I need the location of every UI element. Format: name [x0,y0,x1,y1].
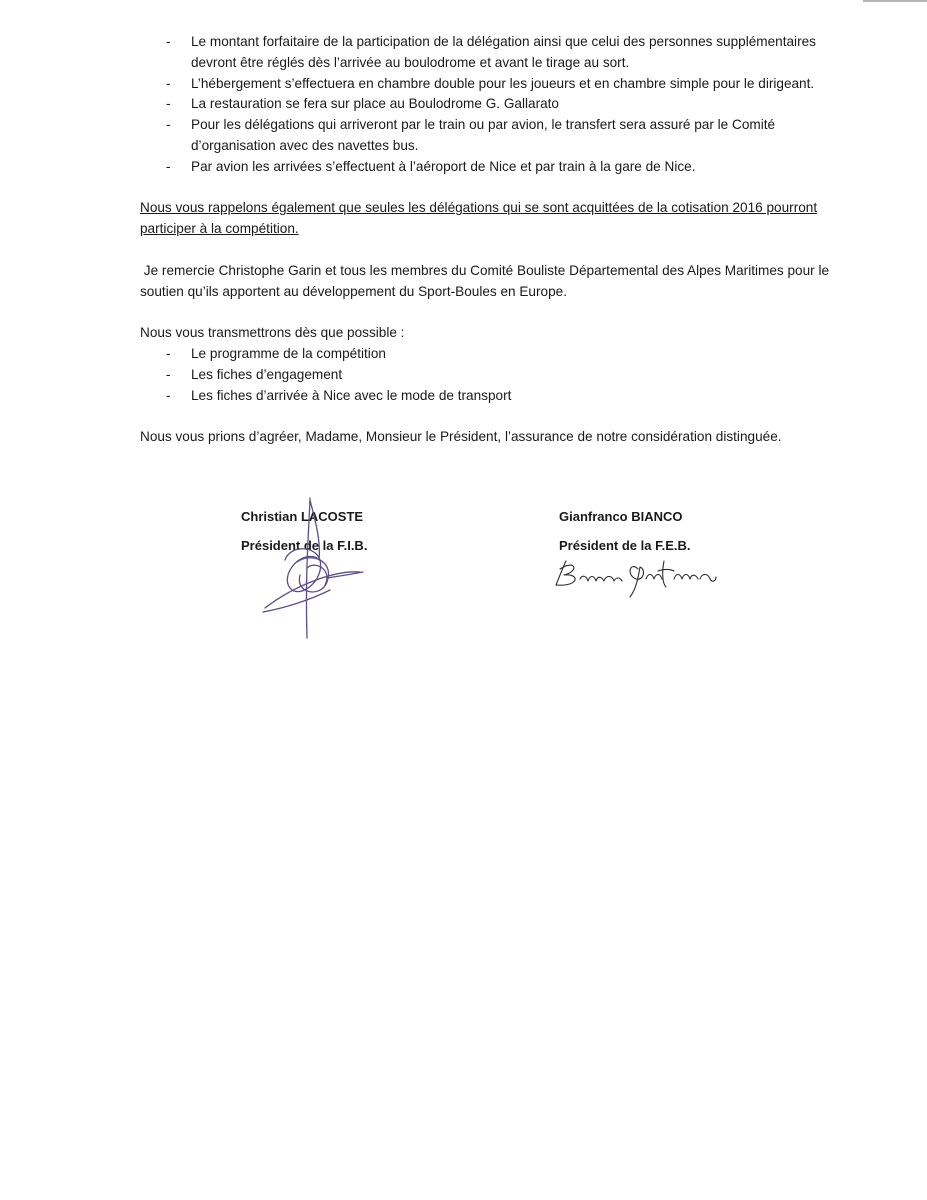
letter-body [140,32,833,448]
bullet-dash: - [166,366,171,382]
bullet-dash: - [166,158,171,174]
list-item: - Le programme de la compétition [140,344,830,365]
signatory-name: Gianfranco BIANCO [559,509,683,524]
signature-lacoste-icon [255,490,370,645]
conditions-list [140,32,830,178]
list-item: - Les fiches d’engagement [140,365,830,386]
bullet-dash: - [166,34,171,49]
transmit-list [140,344,830,406]
bullet-dash: - [166,345,171,361]
bullet-dash: - [166,387,171,403]
transmit-intro: Nous vous transmettrons dès que possible : [140,325,405,341]
signatory-title: Président de la F.E.B. [559,538,691,553]
list-item: - Par avion les arrivées s’effectuent à l’aéroport de Nice et par train à la gare de Nice. [140,157,830,178]
cotisation-reminder: Nous vous rappelons également que seules les délégations qui se sont acquittées de la cotisation 2016 pourront participer à la compétition. [140,200,818,237]
list-item: - La restauration se fera sur place au Boulodrome G. Gallarato [140,94,830,115]
page-edge-marker [863,0,927,2]
bullet-dash: - [166,75,171,91]
bullet-dash: - [166,96,171,112]
closing-formula: Nous vous prions d’agréer, Madame, Monsieur le Président, l’assurance de notre considération distinguée. [140,429,782,445]
signature-bianco-icon [550,555,725,600]
bullet-dash: - [166,117,171,133]
signatory-title: Président de la F.I.B. [241,538,368,553]
list-item: - L’hébergement s’effectuera en chambre double pour les joueurs et en chambre simple pour le dirigeant. [140,74,830,95]
list-item: - Les fiches d’arrivée à Nice avec le mode de transport [140,386,830,407]
list-item: - Le montant forfaitaire de la participation de la délégation ainsi que celui des personnes supplémentaires devront être réglés dès l’arrivée au boulodrome et avant le tirage au sort. [166,34,816,70]
thanks-paragraph: Je remercie Christophe Garin et tous les membres du Comité Bouliste Départemental des Alpes Maritimes pour le soutien qu’ils apportent au développement du Sport-Boules en Europe. [140,262,833,299]
list-item: - Pour les délégations qui arriveront par le train ou par avion, le transfert sera assuré par le Comité d’organisation avec des navettes bus. [166,117,776,153]
signatory-name: Christian LACOSTE [241,509,364,524]
